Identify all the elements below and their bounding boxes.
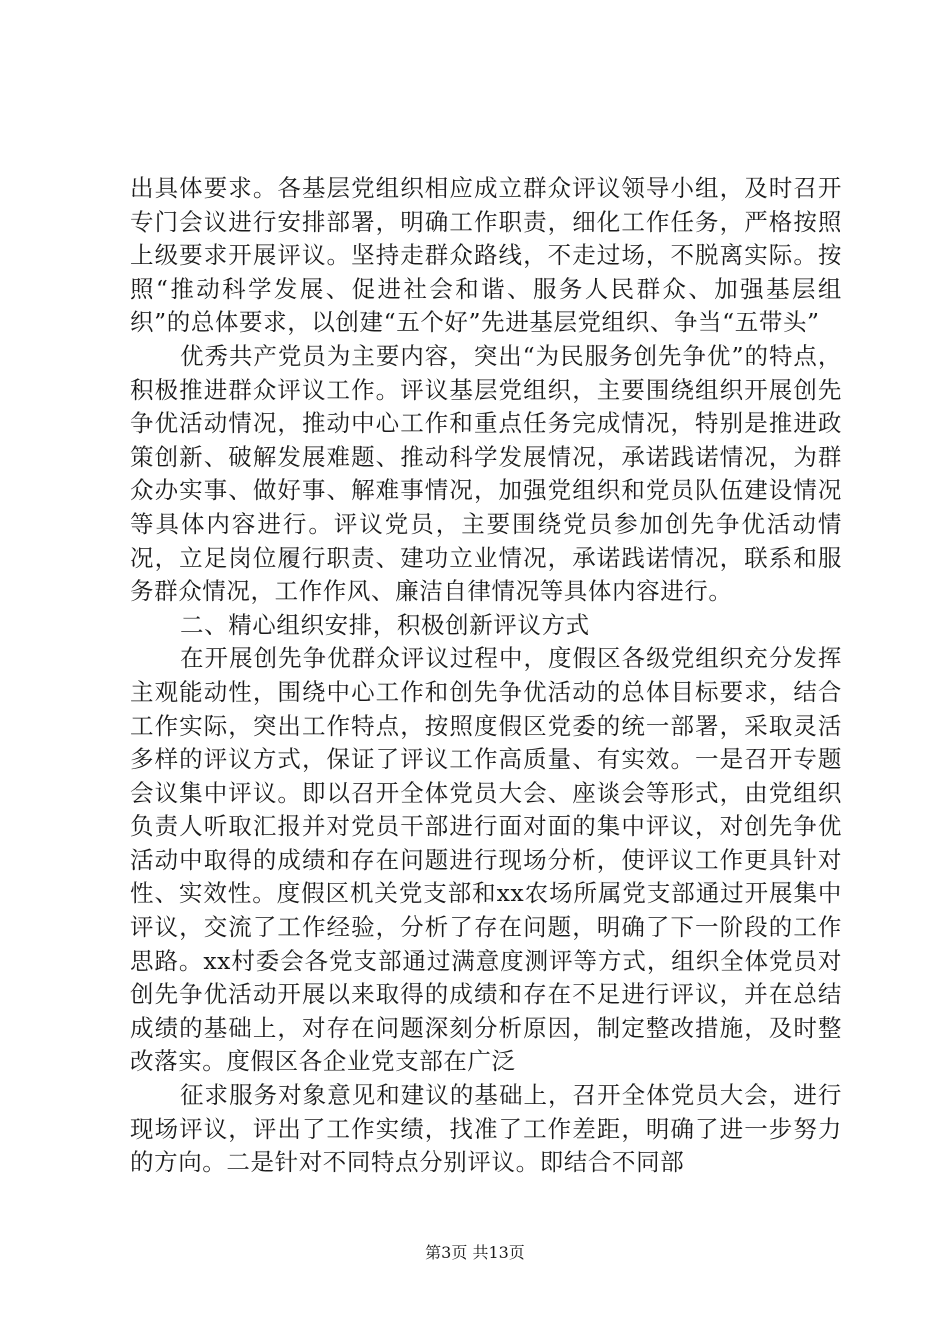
document-body bbox=[130, 172, 842, 1182]
paragraph-1: 出具体要求。各基层党组织相应成立群众评议领导小组，及时召开专门会议进行安排部署，明确工作职责，细化工作任务，严格按照上级要求开展评议。坚持走群众路线，不走过场，不脱离实际。按照“推动科学发展、促进社会和谐、服务人民群众、加强基层组织”的总体要求，以创建“五个好”先进基层党组织、争当“五带头” bbox=[130, 174, 842, 337]
paragraph-3: 在开展创先争优群众评议过程中，度假区各级党组织充分发挥主观能动性，围绕中心工作和创先争优活动的总体目标要求，结合工作实际，突出工作特点，按照度假区党委的统一部署，采取灵活多样的评议方式，保证了评议工作高质量、有实效。一是召开专题会议集中评议。即以召开全体党员大会、座谈会等形式，由党组织负责人听取汇报并对党员干部进行面对面的集中评议，对创先争优活动中取得的成绩和存在问题进行现场分析，使评议工作更具针对性、实效性。度假区机关党支部和xx农场所属党支部通过开展集中评议，交流了工作经验，分析了存在问题，明确了下一阶段的工作思路。xx村委会各党支部通过满意度测评等方式，组织全体党员对创先争优活动开展以来取得的成绩和存在不足进行评议，并在总结成绩的基础上，对存在问题深刻分析原因，制定整改措施，及时整改落实。度假区各企业党支部在广泛 bbox=[130, 644, 842, 1076]
page-footer: 第3页 共13页 bbox=[425, 1243, 525, 1262]
section-heading: 二、精心组织安排，积极创新评议方式 bbox=[180, 610, 590, 639]
paragraph-2: 优秀共产党员为主要内容，突出“为民服务创先争优”的特点，积极推进群众评议工作。评议基层党组织，主要围绕组织开展创先争优活动情况，推动中心工作和重点任务完成情况，特别是推进政策创新、破解发展难题、推动科学发展情况，承诺践诺情况，为群众办实事、做好事、解难事情况，加强党组织和党员队伍建设情况等具体内容进行。评议党员，主要围绕党员参加创先争优活动情况，立足岗位履行职责、建功立业情况，承诺践诺情况，联系和服务群众情况，工作作风、廉洁自律情况等具体内容进行。 bbox=[130, 341, 842, 606]
paragraph-4: 征求服务对象意见和建议的基础上，召开全体党员大会，进行现场评议，评出了工作实绩，找准了工作差距，明确了进一步努力的方向。二是针对不同特点分别评议。即结合不同部 bbox=[130, 1081, 842, 1177]
